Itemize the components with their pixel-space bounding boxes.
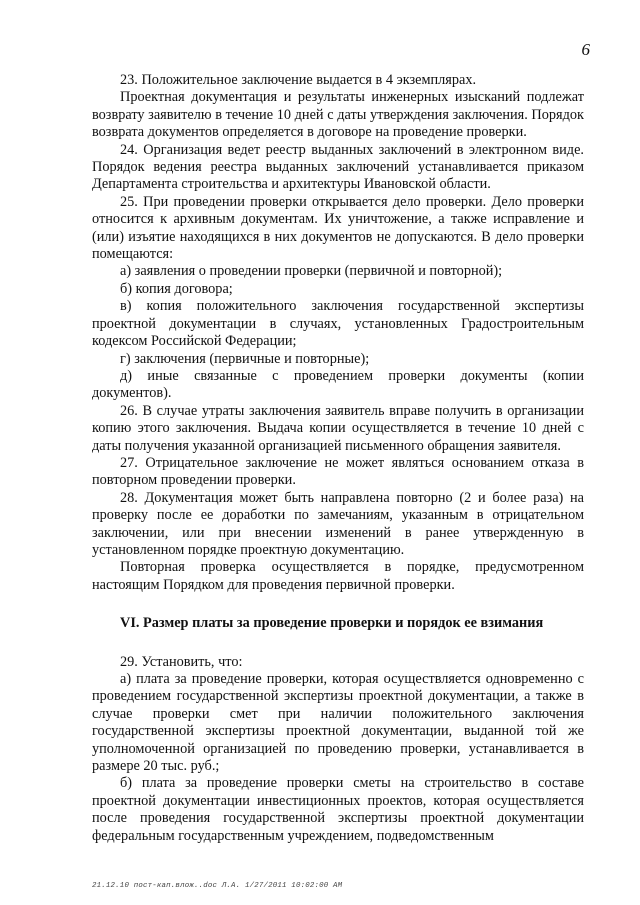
paragraph-28: 28. Документация может быть направлена повторно (2 и более раза) на проверку после ее доработки по замечаниям, указанным в отрицательном заключении, или при внесении изменений в ранее утвержденную в установленном порядке проектную документацию. <box>92 489 584 558</box>
paragraph-29: 29. Установить, что: <box>120 653 243 670</box>
list-item-g: г) заключения (первичные и повторные); <box>120 350 370 367</box>
document-footer: 21.12.10 пост-кап.влож..doc Л.А. 1/27/2011 10:02:00 AM <box>92 882 343 890</box>
document-body <box>92 72 584 845</box>
paragraph-26: 26. В случае утраты заключения заявитель вправе получить в организации копию этого заключения. Выдача копии осуществляется в течение 10 дней с даты получения указанной организацией письменного обращения заявителя. <box>92 402 584 454</box>
paragraph-23-return: Проектная документация и результаты инженерных изысканий подлежат возврату заявителю в течение 10 дней с даты утверждения заключения. Порядок возврата документов определяется в договоре на проведение проверки. <box>92 89 584 141</box>
paragraph-24: 24. Организация ведет реестр выданных заключений в электронном виде. Порядок ведения реестра выданных заключений устанавливается приказом Департамента строительства и архитектуры Ивановской области. <box>92 141 584 193</box>
section-heading: VI. Размер платы за проведение проверки и порядок ее взимания <box>120 615 544 632</box>
list-item-a: а) заявления о проведении проверки (первичной и повторной); <box>120 263 503 280</box>
paragraph-27: 27. Отрицательное заключение не может являться основанием отказа в повторном проведении проверки. <box>92 454 584 489</box>
list-item-d: д) иные связанные с проведением проверки документы (копии документов). <box>92 367 584 402</box>
paragraph-23: 23. Положительное заключение выдается в 4 экземплярах. <box>120 72 477 88</box>
paragraph-28-repeat: Повторная проверка осуществляется в порядке, предусмотренном настоящим Порядком для проведения первичной проверки. <box>92 559 584 593</box>
paragraph-29-b: б) плата за проведение проверки сметы на строительство в составе проектной документации инвестиционных проектов, которая осуществляется после проведения государственной экспертизы проектной документации федеральным государственным учреждением, подведомственным <box>92 775 584 844</box>
page-number: 6 <box>581 40 590 59</box>
list-item-v: в) копия положительного заключения государственной экспертизы проектной документации в случаях, установленных Градостроительным кодексом Российской Федерации; <box>92 298 584 350</box>
paragraph-29-a: а) плата за проведение проверки, которая осуществляется одновременно с проведением государственной экспертизы проектной документации, а также в случае проверки смет при наличии положительного заключения государственной экспертизы проектной документации, выданной той же уполномоченной организацией по проведению проверки, устанавливается в размере 20 тыс. руб.; <box>92 671 584 775</box>
list-item-b: б) копия договора; <box>120 280 233 297</box>
paragraph-25: 25. При проведении проверки открывается дело проверки. Дело проверки относится к архивным документам. Их уничтожение, а также исправление и (или) изъятие находящихся в них документов не допускаются. В дело проверки помещаются: <box>92 193 584 263</box>
